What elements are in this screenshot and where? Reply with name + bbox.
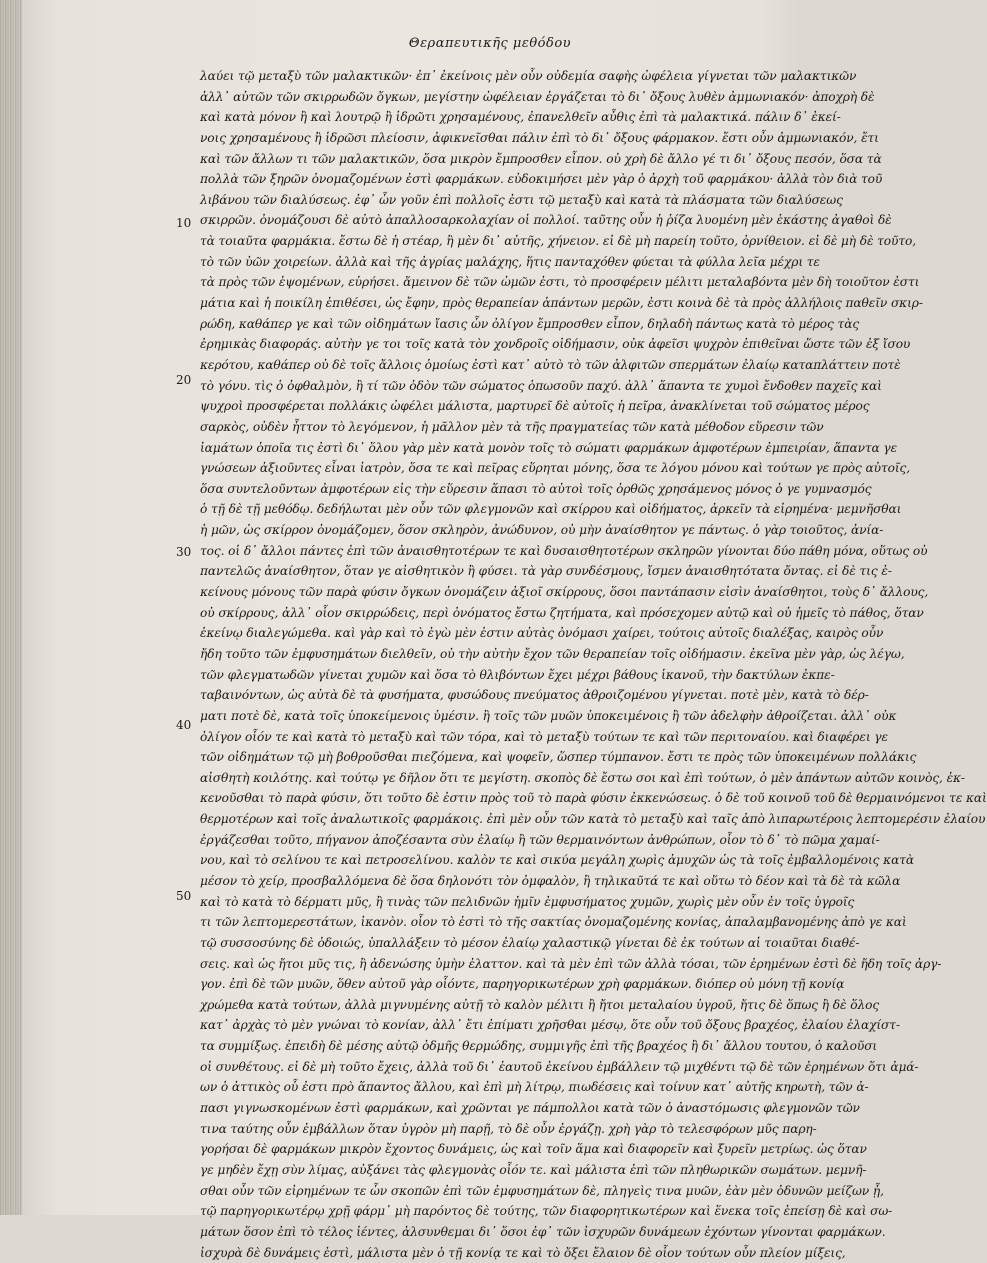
- body-text: [200, 66, 987, 1260]
- text-line: τὰ τοιαῦτα φαρμάκια. ἔστω δὲ ἡ στέαρ, ἢ μὲν δι᾽ αὐτῆς, χήνειον. εἰ δὲ μὴ παρείη τοῦτο, ὀρνίθειον. εἰ δὲ μὴ δὲ τοῦτο,: [200, 234, 917, 249]
- text-line: ἤδη τοῦτο τῶν ἐμφυσημάτων διελθεῖν, οὐ τὴν αὐτὴν ἔχον τῶν θεραπείαν τοῖς οἰδήμασιν. ἐκεῖνα μὲν γὰρ, ὡς λέγω,: [200, 646, 905, 661]
- text-line: τος. οἱ δ᾽ ἄλλοι πάντες ἐπὶ τῶν ἀναισθητοτέρων τε καὶ δυσαισθητοτέρων σκληρῶν γίνονται δύο πάθη μόνα, οὕτως οὐ: [200, 543, 928, 558]
- text-line: λαύει τῷ μεταξὺ τῶν μαλακτικῶν· ἐπ᾽ ἐκείνοις μὲν οὖν οὐδεμία σαφὴς ὠφέλεια γίγνεται τῶν μαλακτικῶν: [200, 69, 857, 83]
- text-line: ταβαινόντων, ὡς αὐτὰ δὲ τὰ φυσήματα, φυσώδους πνεύματος ἀθροιζομένου γίγνεται. ποτὲ μὲν, κατὰ τὸ δέρ-: [200, 688, 869, 703]
- page-stack-edge: [0, 0, 22, 1215]
- text-line: ἰαμάτων ὁποῖα τις ἐστὶ δι᾽ ὅλου γὰρ μὲν κατὰ μονὸν τοῖς τὸ σώματι φαρμάκων ἀμφοτέρων ἐμπειρίαν, ἅπαντα γε: [200, 440, 898, 455]
- text-line: γον. ἐπὶ δὲ τῶν μυῶν, ὅθεν αὐτοῦ γὰρ οἷόντε, παρηγορικωτέρων χρὴ φαρμάκων. διόπερ οὐ μόνη τῇ κονίᾳ: [200, 977, 845, 992]
- text-line: ἐρημικὰς διαφοράς. αὐτὴν γε τοι τοῖς κατὰ τὸν χονδροῖς οἰδήμασιν, οὐκ ἀφεῖσι ψυχρὸν ἐπιθεῖναι ὥστε τῶν ἐξ ἴσου: [200, 337, 911, 352]
- text-line: ὅσα συντελοῦντων ἀμφοτέρων εἰς τὴν εὕρεσιν ἅπασι τὸ αὐτοὶ τοῖς ὀρθῶς χρησάμενος μόνος ὁ γε γυμνασμός: [200, 481, 872, 496]
- text-line: μάτια καὶ ἡ ποικίλη ἐπιθέσει, ὡς ἔφην, πρὸς θεραπείαν ἁπάντων μερῶν, ἐστι κοινὰ δὲ τὰ πρὸς ἀλλήλοις παθεῖν σκιρ-: [200, 296, 923, 311]
- text-line: αἰσθητὴ κοιλότης. καὶ τούτῳ γε δῆλον ὅτι τε μεγίστη. σκοπὸς δὲ ἔστω σοι καὶ ἐπὶ τούτων, ὁ μὲν ἁπάντων αὐτῶν κοινὸς, ἐκ-: [200, 770, 965, 785]
- text-line: ἐκείνῳ διαλεγώμεθα. καὶ γὰρ καὶ τὸ ἐγὼ μὲν ἐστιν αὐτὰς ὀνόμασι χαίρει, τούτοις αὐτοῖς διαλέξας, καιρὸς οὖν: [200, 626, 884, 641]
- text-line: τῷ συσσοσύνης δὲ ὀδοιώς, ὑπαλλάξειν τὸ μέσον ἐλαίῳ χαλαστικῷ γίνεται δὲ ἐκ τούτων αἱ τοιαῦται διαθέ-: [200, 935, 860, 950]
- text-line: κενοῦσθαι τὸ παρὰ φύσιν, ὅτι τοῦτο δὲ ἐστιν πρὸς τοῦ τὸ παρὰ φύσιν ἐκκενώσεως. ὁ δὲ τοῦ κοινοῦ τοῦ δὲ θερμαινόμενοι τε καὶ: [200, 791, 987, 806]
- text-line: σθαι οὖν τῶν εἰρημένων τε ὧν σκοπῶν ἐπὶ τῶν ἐμφυσημάτων δὲ, πληγεὶς τινα μυῶν, ἐὰν μὲν ὀδυνῶν μείζων ᾖ,: [200, 1183, 884, 1198]
- line-number: 10: [176, 216, 192, 230]
- text-line: ψυχροὶ προσφέρεται πολλάκις ὠφέλει μάλιστα, μαρτυρεῖ δὲ αὐτοῖς ἡ πεῖρα, ἀνακλίνεται τοῦ σώματος μέρος: [200, 399, 870, 414]
- line-number: 20: [176, 373, 192, 387]
- text-line: μάτων ὅσον ἐπὶ τὸ τέλος ἰέντες, ἀλσυνθεμαι δι᾽ ὅσοι ἐφ᾽ τῶν ἰσχυρῶν δυνάμεων ἐχόντων γίνονται φαρμάκων.: [200, 1224, 886, 1239]
- text-line: πασι γιγνωσκομένων ἐστὶ φαρμάκων, καὶ χρῶνται γε πάμπολλοι κατὰ τῶν ὁ ἀναστόμωσις φλεγμονῶν τῶν: [200, 1101, 860, 1116]
- text-line: τῷ παρηγορικωτέρῳ χρῇ φάρμ᾽ μὴ παρόντος δὲ τούτης, τῶν διαφορητικωτέρων καὶ ἕνεκα τοῖς ἐπείσῃ δὲ καὶ σω-: [200, 1204, 893, 1219]
- text-line: τι τῶν λεπτομερεστάτων, ἱκανὸν. οἷον τὸ ἐστὶ τὸ τῆς σακτίας ὀνομαζομένης κονίας, ἀπαλαμβανομένης ἀπὸ γε καὶ: [200, 915, 907, 930]
- text-line: νοις χρησαμένους ἢ ἱδρῶσι πλείοσιν, ἀφικνεῖσθαι πάλιν ἐπὶ τὸ δι᾽ ὄξους φάρμακον. ἔστι οὖν ἀμμωνιακόν, ἔτι: [200, 130, 879, 145]
- text-line: ὁ τῇ δὲ τῇ μεθόδῳ. δεδήλωται μὲν οὖν τῶν φλεγμονῶν καὶ σκίρρου καὶ οἰδήματος, ἀρκεῖν τὰ εἰρημένα· μεμνῆσθαι: [200, 502, 902, 517]
- text-line: γε μηδὲν ἔχῃ σὺν λίμας, αὐξάνει τὰς φλεγμονὰς οἷόν τε. καὶ μάλιστα ἐπὶ τῶν πληθωρικῶν σωμάτων. μεμνῆ-: [200, 1162, 867, 1177]
- text-line: σεις. καὶ ὡς ἤτοι μῦς τις, ἢ ἀδενώσης ὑμὴν ἐλαττον. καὶ τὰ μὲν ἐπὶ τῶν ἀλλὰ τόσαι, τῶν ἐρημένων ἐστὶ δὲ ἤδη τοῖς ἀργ-: [200, 956, 942, 971]
- text-line: καὶ τὸ κατὰ τὸ δέρματι μῦς, ἢ τινὰς τῶν πελιδνῶν ἡμῖν ἐμφυσήματος χυμῶν, χωρὶς μὲν οὖν ἐν τοῖς ὑγροῖς: [200, 894, 855, 909]
- text-line: τινα ταύτης οὖν ἐμβάλλων ὅταν ὑγρὸν μὴ παρῇ, τὸ δὲ οὖν ἐργάζῃ. χρὴ γὰρ τὸ τελεσφόρων μῦς παρη-: [200, 1121, 817, 1136]
- text-line: θερμοτέρων καὶ τοῖς ἀναλωτικοῖς φαρμάκοις. ἐπὶ μὲν οὖν τῶν κατὰ τὸ μεταξὺ καὶ ταῖς ἀπὸ λιπαρωτέροις λεπτομερέσιν ἐλαίου: [200, 812, 986, 827]
- text-line: τῶν φλεγματωδῶν γίνεται χυμῶν καὶ ὅσα τὸ θλιβόντων ἔχει μέχρι βάθους ἱκανοῦ, τὴν δακτύλων ἐκπε-: [200, 667, 835, 682]
- text-line: σαρκὸς, οὐδὲν ἧττον τὸ λεγόμενον, ἡ μᾶλλον μὲν τὰ τῆς πραγματείας τῶν κατὰ μέθοδον εὕρεσιν τῶν: [200, 419, 824, 434]
- text-line: ων ὁ ἀττικὸς οὗ ἐστι πρὸ ἅπαντος ἄλλου, καὶ ἐπὶ μὴ λίτρῳ, πιωδέσεις καὶ τοίνυν κατ᾽ αὐτῆς κηρωτὴ, τῶν ἀ-: [200, 1080, 869, 1095]
- text-line: σκιρρῶν. ὀνομάζουσι δὲ αὐτὸ ἀπαλλοσαρκολαχίαν οἱ πολλοί. ταῦτης οὖν ἡ ῥίζα λυομένη μὲν ἑκάστης ἀγαθοὶ δὲ: [200, 213, 892, 228]
- text-line: τὸ γόνυ. τὶς ὁ ὀφθαλμὸν, ἢ τί τῶν ὁδὸν τῶν σώματος ὁπωσοῦν παχύ. ἀλλ᾽ ἅπαντα τε χυμοὶ ἔνδοθεν παχεῖς καὶ: [200, 378, 882, 393]
- text-line: ἐργάζεσθαι τοῦτο, πήγανον ἀποζέσαντα σὺν ἐλαίῳ ἢ τῶν θερμαινόντων ἀνθρώπων, οἷον τὸ δ᾽ τὸ πῶμα χαμαί-: [200, 832, 880, 847]
- text-line: γορήσαι δὲ φαρμάκων μικρὸν ἔχοντος δυνάμεις, ὡς καὶ τοῖν ἅμα καὶ διαφορεῖν καὶ ξυρεῖν μετρίως. ὡς ὅταν: [200, 1142, 867, 1157]
- text-line: ἡ μῶν, ὡς σκίρρον ὀνομάζομεν, ὅσον σκληρὸν, ἀνώδυνον, οὐ μὴν ἀναίσθητον γε πάντως. ὁ γὰρ τοιοῦτος, ἀνία-: [200, 523, 884, 538]
- text-line: γνώσεων ἀξιοῦντες εἶναι ἰατρὸν, ὅσα τε καὶ πεῖρας εὕρηται μόνης, ὅσα τε λόγου μόνου καὶ τούτων γε πρὸς αὐτοῖς,: [200, 461, 910, 476]
- text-line: καὶ τῶν ἄλλων τι τῶν μαλακτικῶν, ὅσα μικρὸν ἔμπροσθεν εἶπον. οὐ χρὴ δὲ ἄλλο γέ τι δι᾽ ὄξους πεσόν, ὅσα τὰ: [200, 151, 882, 166]
- text-line: ἰσχυρὰ δὲ δυνάμεις ἐστὶ, μάλιστα μὲν ὁ τῇ κονίᾳ τε καὶ τὸ ὄξει ἔλαιον δὲ οἷον τούτων οὖν πλείον μίξεις,: [200, 1245, 846, 1260]
- text-line: ματι ποτὲ δὲ, κατὰ τοῖς ὑποκείμενοις ὑμέσιν. ἢ τοῖς τῶν μυῶν ὑποκειμένοις ἢ τῶν ἀδελφὴν ἀθροίζεται. ἀλλ᾽ οὐκ: [200, 708, 897, 723]
- text-line: πολλὰ τῶν ξηρῶν ὀνομαζομένων ἐστὶ φαρμάκων. εὐδοκιμήσει μὲν γὰρ ὁ ἀρχὴ τοῦ φαρμάκου· ἀλλὰ τὸν διὰ τοῦ: [200, 172, 883, 187]
- text-line: νου, καὶ τὸ σελίνου τε καὶ πετροσελίνου. καλὸν τε καὶ σικύα μεγάλη χωρὶς ἀμυχῶν ὡς τὰ τοῖς ἐμβαλλομένοις κατὰ: [200, 853, 914, 868]
- line-number: 50: [176, 889, 192, 903]
- text-line: τῶν οἰδημάτων τῷ μὴ βοθροῦσθαι πιεζόμενα, καὶ ψοφεῖν, ὥσπερ τύμπανον. ἔστι τε πρὸς τῶν ὑποκειμένων πολλάκις: [200, 750, 917, 765]
- text-line: τὸ τῶν ὑῶν χοιρείων. ἀλλὰ καὶ τῆς ἀγρίας μαλάχης, ἥτις πανταχόθεν φύεται τὰ φύλλα λεῖα μέχρι τε: [200, 254, 820, 269]
- text-line: ἀλλ᾽ αὐτῶν τῶν σκιρρωδῶν ὄγκων, μεγίστην ὠφέλειαν ἐργάζεται τὸ δι᾽ ὄξους λυθὲν ἀμμωνιακόν· ἀποχρὴ δὲ: [200, 89, 875, 104]
- text-line: καὶ κατὰ μόνον ἢ καὶ λουτρῷ ἢ ἱδρῶτι χρησαμένους, ἐπανελθεῖν αὖθις ἐπὶ τὰ μαλακτικά. πάλιν δ᾽ ἐκεί-: [200, 110, 841, 125]
- line-number: 40: [176, 718, 192, 732]
- text-line: μέσον τὸ χείρ, προσβαλλόμενα δὲ ὅσα δηλονότι τὸν ὀμφαλὸν, ἢ τηλικαῦτά τε καὶ οὕτω τὸ δέον καὶ τὰ δὲ τὰ κῶλα: [200, 873, 901, 888]
- text-line: κατ᾽ ἀρχὰς τὸ μὲν γνώναι τὸ κονίαν, ἀλλ᾽ ἔτι ἐπίματι χρῆσθαι μέσῳ, ὅτε οὖν τοῦ ὄξους βραχέος, ἐλαίου ἐλαχίστ-: [200, 1018, 900, 1033]
- text-line: κείνους μόνους τῶν παρὰ φύσιν ὄγκων ὀνομάζειν ἀξιοῖ σκίρρους, ὅσοι παντάπασιν εἰσὶν ἀναίσθητοι, τοὺς δ᾽ ἄλλους,: [200, 585, 929, 600]
- line-number: 30: [176, 545, 192, 559]
- text-line: ρώδη, καθάπερ γε καὶ τῶν οἰδημάτων ἴασις ὧν ὀλίγον ἔμπροσθεν εἶπον, δηλαδὴ πάντως κατὰ τὸ μέρος τὰς: [200, 316, 860, 331]
- text-line: οὐ σκίρρους, ἀλλ᾽ οἷον σκιρρώδεις, περὶ ὀνόματος ἔστω ζητήματα, καὶ πρόσεχομεν αὐτῷ καὶ οὐ ἡμεῖς τὸ πάθος, ὅταν: [200, 605, 924, 620]
- text-line: χρώμεθα κατὰ τούτων, ἀλλὰ μιγνυμένης αὐτῇ τὸ καλὸν μέλιτι ἢ ἤτοι μεταλαίου ὑγροῦ, ἤτις δὲ ὅπως ἢ δὲ ὅλος: [200, 997, 880, 1012]
- text-line: κερότου, καθάπερ οὐ δὲ τοῖς ἄλλοις ὁμοίως ἐστὶ κατ᾽ αὐτὸ τὸ τῶν ἀλφιτῶν σπερμάτων ἐλαίῳ καταπλάττειν ποτὲ: [200, 357, 901, 372]
- text-line: τὰ πρὸς τῶν ἑψομένων, εὑρήσει. ἄμεινον δὲ τῶν ὠμῶν ἐστι, τὸ προσφέρειν μέλιτι μεταλαβόντα μὲν δὴ τοιοῦτον ἐστι: [200, 275, 920, 290]
- text-line: ὀλίγον οἷόν τε καὶ κατὰ τὸ μεταξὺ καὶ τῶν τόρα, καὶ τὸ μεταξὺ τούτων τε καὶ τῶν περιτοναίου. καὶ διαφέρει γε: [200, 729, 888, 744]
- text-line: οἱ συνθέτους. εἰ δὲ μὴ τοῦτο ἔχεις, ἀλλὰ τοῦ δι᾽ ἑαυτοῦ ἐκείνου ἐμβάλλειν τῷ μιχθέντι τῷ δὲ τῶν ἐρημένων ὅτι ἀμά-: [200, 1059, 919, 1074]
- text-line: λιβάνου τῶν διαλύσεως. ἐφ᾽ ὧν γοῦν ἐπὶ πολλοῖς ἐστι τῷ μεταξὺ καὶ κατὰ τὰ πλάσματα τῶν διαλύσεως: [200, 192, 843, 207]
- running-head: Θεραπευτικῆς μεθόδου: [408, 36, 572, 51]
- text-line: τα συμμίξως. ἐπειδὴ δὲ μέσης αὐτῷ ὀδμῆς θερμώδης, συμμιγῆς ἐπὶ τῆς βραχέος ἢ δι᾽ ἄλλου τουτου, ὁ καλοῦσι: [200, 1039, 878, 1054]
- text-line: παντελῶς ἀναίσθητον, ὅταν γε αἰσθητικὸν ἢ φύσει. τὰ γὰρ συνδέσμους, ἴσμεν ἀναισθητότατα ὄντας. εἰ δὲ τις ἐ-: [200, 564, 892, 579]
